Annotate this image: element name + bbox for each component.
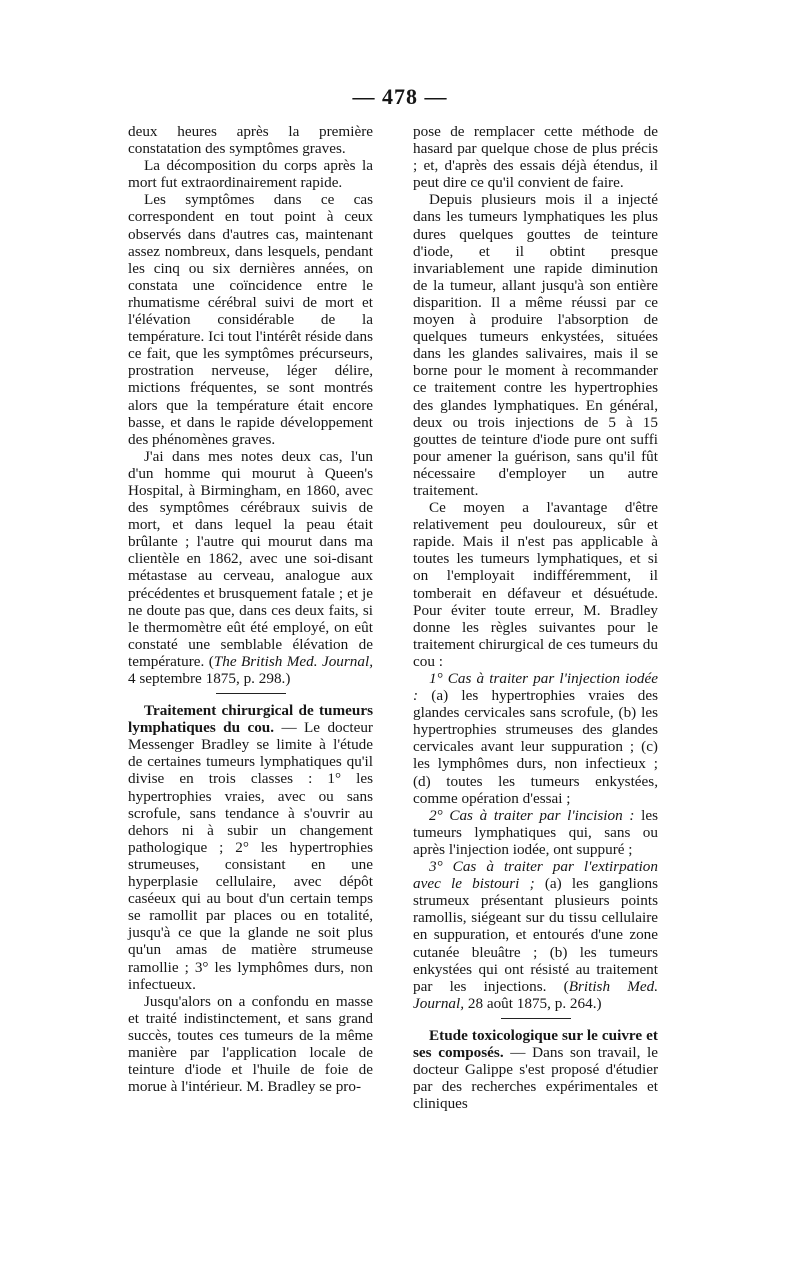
section-heading: Traitement chirurgical de tumeurs lymphatiques du cou. <box>128 702 373 737</box>
case-label: 2° Cas à traiter par l'incision : <box>429 806 635 824</box>
section-divider <box>216 693 286 694</box>
left-column <box>128 123 373 1095</box>
paragraph <box>413 858 658 1012</box>
paragraph: pose de remplacer cette méthode de hasard par quelque chose de plus précis ; et, d'après des essais déjà étendus, il peut dire ce qu'il convient de faire. <box>413 123 658 192</box>
paragraph: Jusqu'alors on a confondu en masse et traité indistinctement, et sans grand succès, toutes ces tumeurs de la même manière par l'application locale de teinture d'iode et l'huile de foie de morue à l'intérieur. M. Bradley se pro- <box>128 992 373 1096</box>
paragraph-text: — Le docteur Messenger Bradley se limite à l'étude de certaines tumeurs lymphatiques qu'il divise en trois classes : 1° les hypertrophies vraies, avec ou sans scrofule, sans tendance à s'ouvrir au dehors ni à subir un changement pathologique ; 2° les hypertrophies strumeuses, consistant en une hyperplasie cellulaire, avec dépôt caséeux qui au bout d'un certain temps se ramollit par places ou en totalité, jusqu'à ce que la glande ne soit plus qu'un amas de matière strumeuse ramollie ; 3° les lymphômes durs, non infectueux. <box>128 719 373 993</box>
section-divider <box>501 1018 571 1019</box>
paragraph: La décomposition du corps après la mort fut extraordinairement rapide. <box>128 157 373 192</box>
paragraph: deux heures après la première constatation des symptômes graves. <box>128 123 373 158</box>
journal-citation: The British Med. Journal, <box>213 652 373 670</box>
paragraph: Ce moyen a l'avantage d'être relativement peu douloureux, sûr et rapide. Mais il n'est pas applicable à toutes les tumeurs lymphatiques, et si on l'employait indifféremment, il tomberait en défaveur et désuétude. Pour éviter toute erreur, M. Bradley donne les règles suivantes pour le traitement chirurgical de ces tumeurs du cou : <box>413 499 658 670</box>
case-text: (a) les hypertrophies vraies des glandes cervicales sans scrofule, (b) les hypertrophies strumeuses des glandes cervicales avant leur suppuration ; (c) les lymphômes durs, non infectieux ; (d) toutes les tumeurs enkystées, comme opération d'essai ; <box>413 687 658 807</box>
case-text: (a) les ganglions strumeux présentant plusieurs points ramollis, siégeant sur du tissu cellulaire en suppuration, et entourés d'une zone cutanée bleuâtre ; (b) les tumeurs enkystées qui ont résisté au traitement par les injections. ( <box>413 875 658 995</box>
paragraph-text: — Dans son travail, le docteur Galippe s'est proposé d'étudier par des recherches expérimentales et cliniques <box>413 1043 658 1113</box>
paragraph <box>413 670 658 807</box>
journal-citation: British Med. Journal, <box>413 977 658 1012</box>
citation-date: 28 août 1875, p. 264.) <box>464 994 602 1012</box>
citation-date: 4 septembre 1875, p. 298.) <box>128 670 291 687</box>
paragraph <box>128 448 373 687</box>
paragraph <box>413 807 658 858</box>
paragraph <box>128 702 373 993</box>
page-number: — 478 — <box>352 84 448 109</box>
section-heading: Etude toxicologique sur le cuivre et ses composés. <box>413 1026 658 1061</box>
paragraph: Les symptômes dans ce cas correspondent en tout point à ceux observés dans d'autres cas, maintenant assez nombreux, dans lesquels, pendant les cinq ou six dernières années, on constata une coïncidence entre le rhumatisme cérébral suivi de mort et l'élévation considérable de la température. Ici tout l'intérêt réside dans ce fait, que les symptômes précurseurs, prostration nerveuse, léger délire, mictions fréquentes, se sont montrés alors que la température était encore basse, et dans le rapide développement des phénomènes graves. <box>128 191 373 448</box>
right-column <box>413 123 658 1112</box>
case-label: 1° Cas à traiter par l'injection iodée : <box>413 670 658 705</box>
case-label: 3° Cas à traiter par l'extirpation avec le bistouri ; <box>413 858 658 893</box>
case-text: les tumeurs lymphatiques qui, sans ou après l'injection iodée, ont suppuré ; <box>413 806 658 858</box>
paragraph <box>413 1027 658 1112</box>
paragraph-text: J'ai dans mes notes deux cas, l'un d'un homme qui mourut à Queen's Hospital, à Birmingham, en 1860, avec des symptômes cérébraux suivis de mort, et dans lequel la peau était brûlante ; l'autre qui mourut dans ma clientèle en 1862, avec une soi-disant métastase au cerveau, analogue aux précédentes et brusquement fatale ; et je ne doute pas que, dans ces deux faits, si le thermomètre eût été employé, on eût constaté une semblable élévation de température. ( <box>128 447 373 670</box>
paragraph: Depuis plusieurs mois il a injecté dans les tumeurs lymphatiques les plus dures quelques gouttes de teinture d'iode, et il obtint presque invariablement une rapide diminution de la tumeur, allant jusqu'à son entière disparition. Il a même réussi par ce moyen à produire l'absorption de quelques tumeurs enkystées, situées dans les glandes salivaires, mais il se borne pour le moment à recommander ce traitement contre les hypertrophies des glandes lymphatiques. En général, deux ou trois injections de 5 à 15 gouttes de teinture d'iode pure ont suffi pour amener la guérison, sans qu'il fût nécessaire d'employer un autre traitement. <box>413 191 658 499</box>
